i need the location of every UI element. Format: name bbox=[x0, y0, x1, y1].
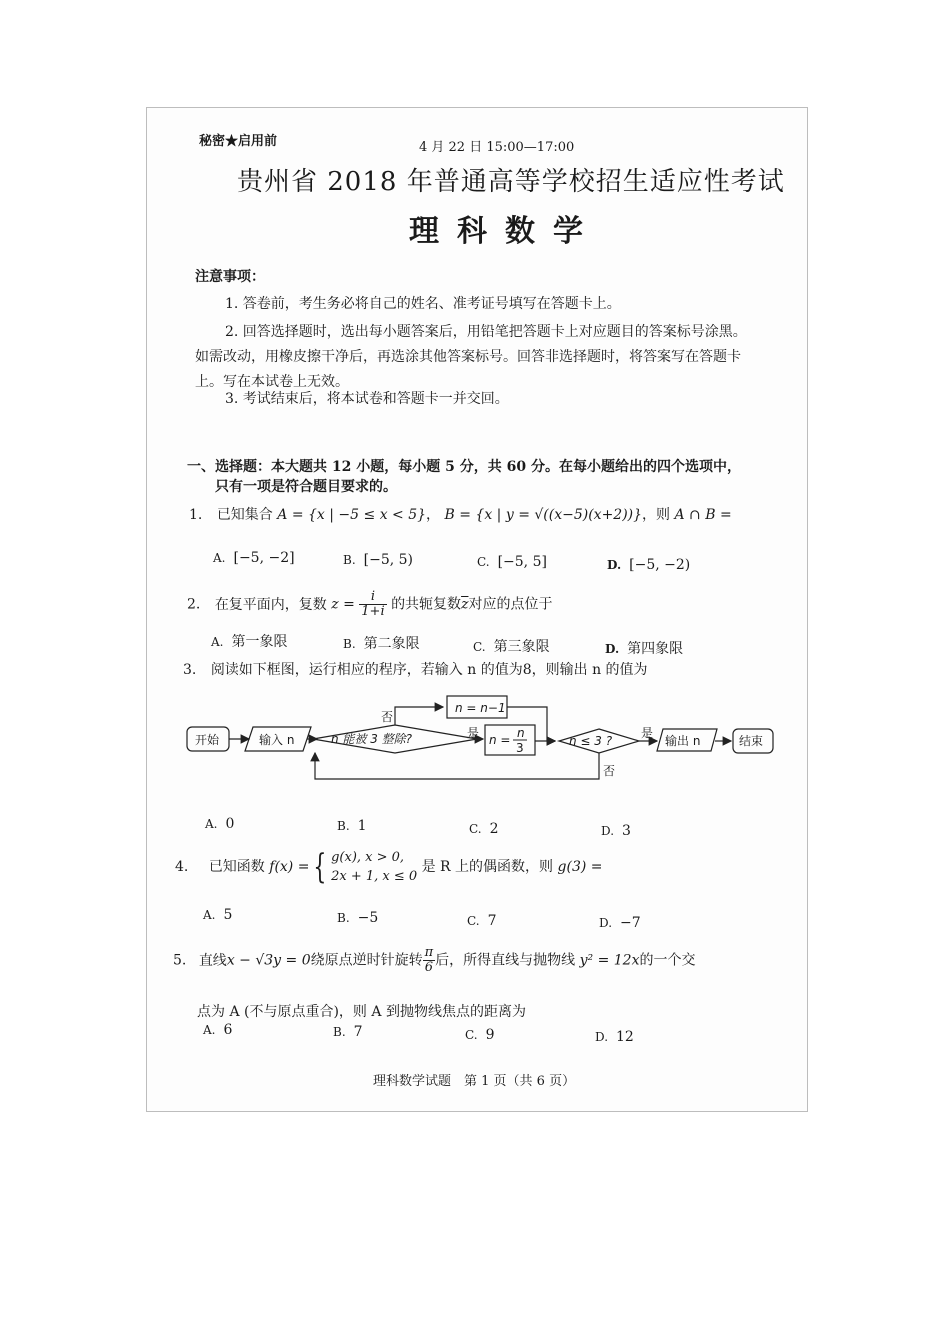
question-text: 对应的点位于 bbox=[468, 596, 553, 613]
flow-input-label: 输入 n bbox=[259, 733, 295, 747]
left-brace: { bbox=[313, 847, 327, 887]
notice-heading: 注意事项： bbox=[195, 269, 265, 285]
flow-div-left: n = bbox=[489, 733, 511, 747]
function-f: f(x) = bbox=[269, 859, 310, 875]
flow-cond1-label: n 能被 3 整除? bbox=[331, 732, 413, 746]
question-text: 的共轭复数 bbox=[391, 596, 462, 613]
q4-option-a: A. 5 bbox=[203, 907, 233, 923]
fraction: $\frac{\pi}{6}$ bbox=[424, 945, 434, 975]
q3-option-d: D. 3 bbox=[601, 823, 631, 839]
flow-cond2-label: n ≤ 3 ? bbox=[569, 734, 613, 748]
section-heading: 一、选择题：本大题共 12 小题，每小题 5 分，共 60 分。在每小题给出的四个选项中， bbox=[187, 459, 741, 475]
z-equals: z = bbox=[331, 596, 355, 613]
flow-yes2-label: 是 bbox=[641, 726, 654, 740]
section-heading-cont: 只有一项是符合题目要求的。 bbox=[215, 479, 397, 495]
set-b: B = {x | y = √((x−5)(x+2))} bbox=[444, 507, 643, 523]
parabola-equation: y² = 12x bbox=[579, 952, 640, 969]
flow-no1-label: 否 bbox=[381, 710, 394, 724]
flowchart bbox=[185, 693, 785, 793]
fraction: $\frac{i}{1+i}$ bbox=[361, 589, 385, 619]
question-1: 1. 已知集合 A = {x | −5 ≤ x < 5}， B = {x | y = √((x−5)(x+2))}，则 A ∩ B = bbox=[189, 507, 732, 523]
question-text: 绕原点逆时针旋转 bbox=[310, 952, 423, 969]
question-text: 的一个交 bbox=[639, 952, 696, 969]
question-text: 已知函数 bbox=[208, 859, 265, 875]
flow-start-label: 开始 bbox=[195, 733, 220, 747]
question-text: 直线 bbox=[198, 952, 227, 969]
flow-div-num: n bbox=[517, 726, 525, 740]
flow-output-label: 输出 n bbox=[665, 734, 701, 748]
q2-option-a: A. 第一象限 bbox=[211, 634, 288, 650]
exam-page bbox=[146, 107, 808, 1112]
question-tail: A ∩ B = bbox=[674, 507, 732, 523]
set-a: A = {x | −5 ≤ x < 5} bbox=[277, 507, 427, 523]
notice-item-2: 2. 回答选择题时，选出每小题答案后，用铅笔把答题卡上对应题目的答案标号涂黑。 bbox=[225, 324, 747, 340]
q4-option-d: D. −7 bbox=[599, 915, 641, 931]
question-4 bbox=[175, 848, 603, 886]
question-text: 是 R 上的偶函数，则 bbox=[421, 859, 554, 875]
flow-no2-label: 否 bbox=[603, 764, 616, 778]
question-number: 4. bbox=[175, 859, 189, 875]
q2-option-b: B. 第二象限 bbox=[343, 636, 420, 652]
q1-option-a: A. [−5, −2] bbox=[213, 550, 295, 566]
question-text: 已知集合 bbox=[216, 507, 273, 523]
exam-title: 贵州省 2018 年普通高等学校招生适应性考试 bbox=[237, 167, 785, 197]
line-equation: x − √3y = 0 bbox=[226, 952, 311, 969]
question-text: ，则 bbox=[642, 507, 671, 523]
notice-item-2-end: 上。写在本试卷上无效。 bbox=[195, 374, 349, 390]
q1-option-c: C. [−5, 5] bbox=[477, 554, 547, 570]
q5-option-a: A. 6 bbox=[203, 1022, 233, 1038]
question-number: 2. bbox=[187, 596, 201, 613]
q3-option-a: A. 0 bbox=[205, 816, 235, 832]
q5-option-d: D. 12 bbox=[595, 1029, 634, 1045]
question-number: 3. bbox=[183, 662, 197, 678]
q1-option-d: D. [−5, −2) bbox=[607, 557, 691, 573]
flow-end-label: 结束 bbox=[739, 734, 764, 748]
question-3 bbox=[183, 659, 648, 679]
q2-option-d: D. 第四象限 bbox=[605, 641, 684, 657]
q5-option-b: B. 7 bbox=[333, 1024, 363, 1040]
question-text: 阅读如下框图，运行相应的程序，若输入 n 的值为8，则输出 n 的值为 bbox=[210, 662, 648, 678]
question-tail: g(3) = bbox=[557, 859, 603, 875]
question-number: 5. bbox=[173, 952, 187, 969]
q2-option-c: C. 第三象限 bbox=[473, 639, 550, 655]
z-conjugate: $\overline{z}$ bbox=[461, 596, 469, 613]
flow-minus-label: n = n−1 bbox=[455, 701, 506, 715]
q3-option-b: B. 1 bbox=[337, 818, 367, 834]
subject-title: 理科数学 bbox=[409, 214, 601, 249]
q1-option-b: B. [−5, 5) bbox=[343, 552, 414, 568]
question-text: 后，所得直线与抛物线 bbox=[435, 952, 576, 969]
q3-option-c: C. 2 bbox=[469, 821, 499, 837]
question-2 bbox=[187, 590, 552, 619]
notice-item-3: 3. 考试结束后，将本试卷和答题卡一并交回。 bbox=[225, 391, 509, 407]
secret-label: 秘密★启用前 bbox=[199, 134, 278, 149]
piecewise-cases: g(x), x > 0, 2x + 1, x ≤ 0 bbox=[331, 850, 418, 884]
question-5 bbox=[173, 946, 696, 975]
question-number: 1. bbox=[189, 507, 203, 523]
question-text: 在复平面内，复数 bbox=[214, 596, 327, 613]
q4-option-c: C. 7 bbox=[467, 913, 497, 929]
q5-option-c: C. 9 bbox=[465, 1027, 495, 1043]
flow-div-den: 3 bbox=[516, 741, 524, 755]
notice-item-2-cont: 如需改动，用橡皮擦干净后，再选涂其他答案标号。回答非选择题时，将答案写在答题卡 bbox=[195, 349, 741, 365]
q4-option-b: B. −5 bbox=[337, 910, 379, 926]
question-5-cont: 点为 A (不与原点重合)，则 A 到抛物线焦点的距离为 bbox=[197, 1004, 526, 1020]
flow-yes1-label: 是 bbox=[467, 726, 480, 740]
notice-item-1: 1. 答卷前，考生务必将自己的姓名、准考证号填写在答题卡上。 bbox=[225, 296, 621, 312]
exam-time: 4 月 22 日 15:00—17:00 bbox=[419, 140, 575, 155]
page-footer: 理科数学试题 第 1 页（共 6 页） bbox=[373, 1074, 576, 1089]
